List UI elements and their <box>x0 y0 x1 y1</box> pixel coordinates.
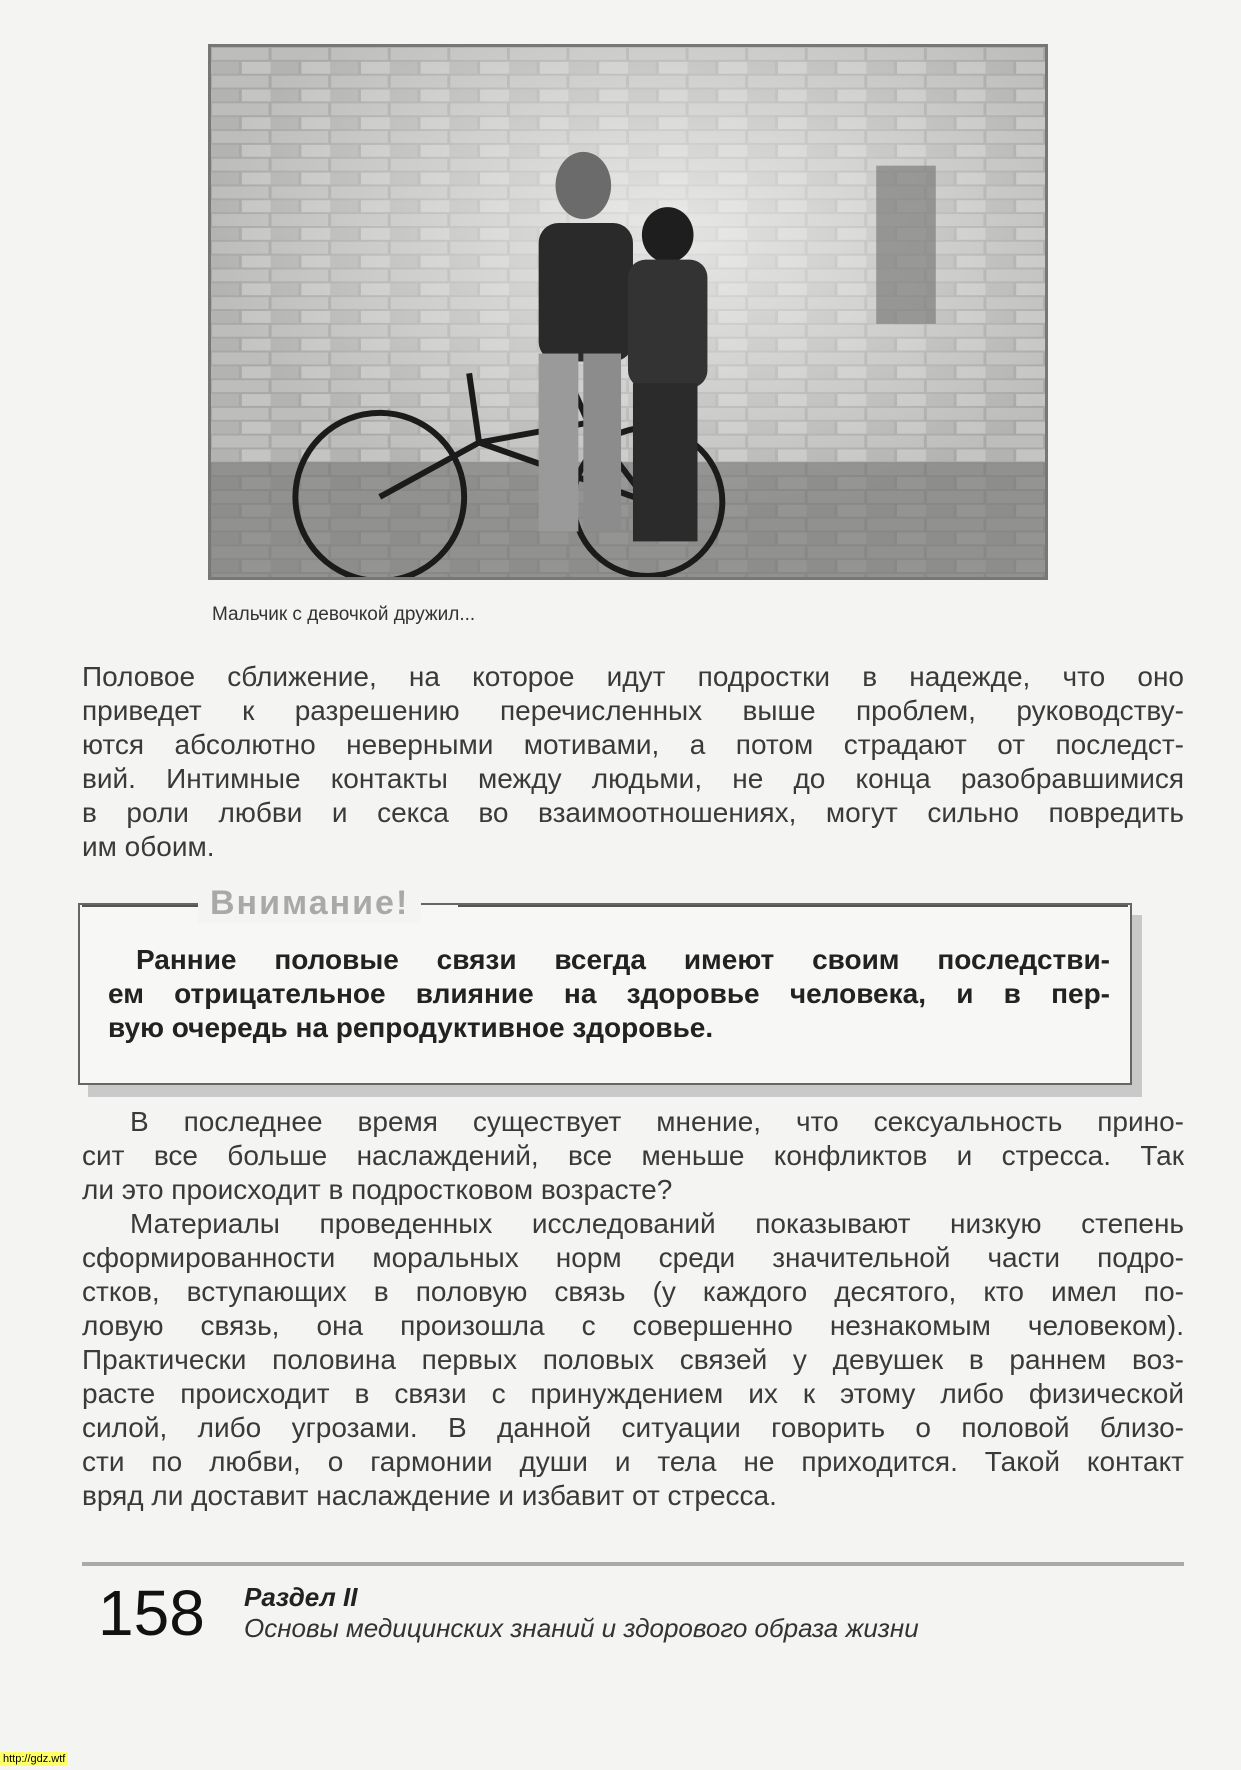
paragraph-line: сти по любви, о гармонии души и тела не приходится. Такой контакт <box>82 1446 1184 1477</box>
paragraph-line: Половое сближение, на которое идут подростки в надежде, что оно <box>82 661 1184 692</box>
section-label: Раздел II <box>244 1582 358 1612</box>
attention-rule-left <box>82 905 202 907</box>
photo-image <box>211 47 1045 577</box>
attention-line: Ранние половые связи всегда имеют своим последстви- <box>136 944 1110 975</box>
paragraph-line: ли это происходит в подростковом возрасте? <box>82 1174 673 1205</box>
paragraph-line: Практически половина первых половых связей у девушек в раннем воз- <box>82 1344 1184 1375</box>
source-tag[interactable]: http://gdz.wtf <box>0 1752 68 1766</box>
paragraph-line: вряд ли доставит наслаждение и избавит от стресса. <box>82 1480 777 1511</box>
paragraph-3 <box>82 1207 1184 1513</box>
paragraph-line: вий. Интимные контакты между людьми, не до конца разобравшимися <box>82 763 1184 794</box>
footer-rule <box>82 1562 1184 1566</box>
paragraph-line: расте происходит в связи с принуждением их к этому либо физической <box>82 1378 1184 1409</box>
paragraph-line: стков, вступающих в половую связь (у каждого десятого, кто имел по- <box>82 1276 1184 1307</box>
paragraph-line: сформированности моральных норм среди значительной части подро- <box>82 1242 1184 1273</box>
attention-title: Внимание! <box>198 884 421 923</box>
attention-line: ем отрицательное влияние на здоровье человека, и в пер- <box>108 978 1110 1009</box>
paragraph-line: в роли любви и секса во взаимоотношениях, могут сильно повредить <box>82 797 1184 828</box>
paragraph-line: силой, либо угрозами. В данной ситуации говорить о половой близо- <box>82 1412 1184 1443</box>
attention-rule-right <box>458 905 1128 907</box>
photo-caption: Мальчик с девочкой дружил... <box>212 604 476 625</box>
paragraph-line: им обоим. <box>82 831 215 862</box>
page-number: 158 <box>98 1577 205 1649</box>
paragraph-line: ловую связь, она произошла с совершенно незнакомым человеком). <box>82 1310 1184 1341</box>
paragraph-line: Материалы проведенных исследований показывают низкую степень <box>130 1208 1184 1239</box>
paragraph-2 <box>82 1105 1184 1207</box>
section-title: Основы медицинских знаний и здорового образа жизни <box>244 1613 919 1643</box>
paragraph-line: В последнее время существует мнение, что сексуальность прино- <box>130 1106 1184 1137</box>
paragraph-line: приведет к разрешению перечисленных выше проблем, руководству- <box>82 695 1184 726</box>
photo <box>208 44 1048 580</box>
paragraph-1 <box>82 660 1184 864</box>
attention-text <box>108 943 1110 1045</box>
paragraph-line: сит все больше наслаждений, все меньше конфликтов и стресса. Так <box>82 1140 1184 1171</box>
attention-line: вую очередь на репродуктивное здоровье. <box>108 1012 714 1043</box>
paragraph-line: ются абсолютно неверными мотивами, а потом страдают от последст- <box>82 729 1184 760</box>
